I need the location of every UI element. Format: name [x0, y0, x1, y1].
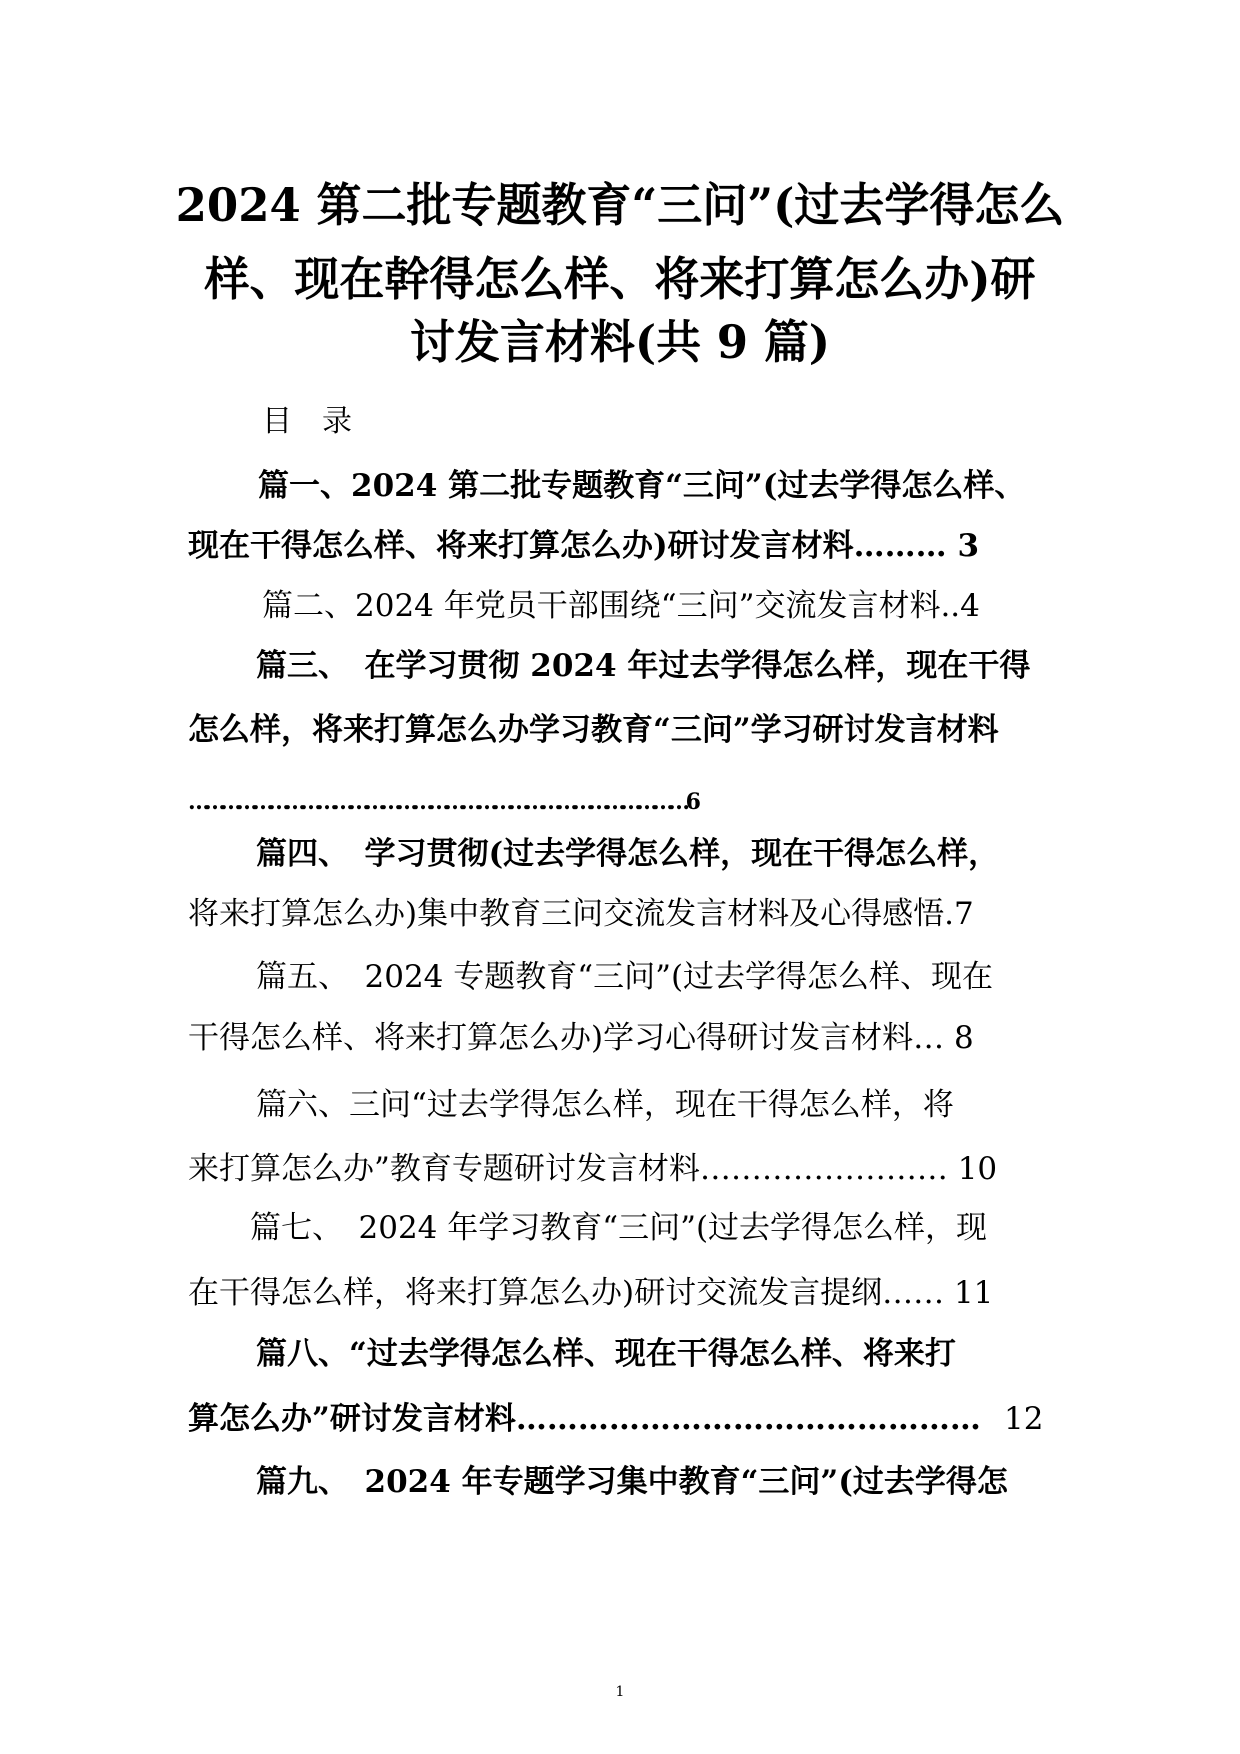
toc-entry-4-line-2: 将来打算怎么办)集中教育三问交流发言材料及心得感悟.7 [188, 896, 974, 932]
toc-entry-1-line-2: 现在干得怎么样、将来打算怎么办)研讨发言材料……… 3 [188, 528, 980, 564]
toc-entry-2: 篇二、2024 年党员干部围绕“三问”交流发言材料..4 [262, 588, 980, 624]
toc-entry-7-line-2: 在干得怎么样，将来打算怎么办)研讨交流发言提纲…… 11 [188, 1275, 994, 1311]
document-title-line-3: 讨发言材料(共 9 篇) [409, 315, 831, 369]
toc-entry-5-line-1: 篇五、 2024 专题教育“三问”(过去学得怎么样、现在 [256, 959, 994, 995]
toc-entry-8-line-2: 算怎么办”研讨发言材料……………………………………… [188, 1401, 981, 1437]
document-title-line-2: 样、现在幹得怎么样、将来打算怎么办)研 [204, 252, 1036, 306]
toc-entry-3-line-1: 篇三、 在学习贯彻 2024 年过去学得怎么样，现在干得 [256, 648, 1031, 684]
toc-entry-1-line-1: 篇一、2024 第二批专题教育“三问”(过去学得怎么样、 [258, 468, 1026, 504]
toc-heading: 目 录 [262, 404, 352, 439]
toc-entry-8-page: 12 [1004, 1401, 1044, 1437]
toc-entry-6-line-1: 篇六、三问“过去学得怎么样，现在干得怎么样，将 [256, 1087, 954, 1123]
toc-entry-6-line-2: 来打算怎么办”教育专题研讨发言材料…………………… 10 [188, 1151, 998, 1187]
document-title-line-1: 2024 第二批专题教育“三问”(过去学得怎么 [175, 178, 1065, 232]
toc-entry-3-line-3: ………………………………………………………………………………… 6 [188, 789, 695, 815]
toc-entry-7-line-1: 篇七、 2024 年学习教育“三问”(过去学得怎么样，现 [250, 1210, 988, 1246]
toc-entry-5-line-2: 干得怎么样、将来打算怎么办)学习心得研讨发言材料… 8 [188, 1020, 974, 1056]
toc-entry-4-line-1: 篇四、 学习贯彻(过去学得怎么样，现在干得怎么样， [256, 836, 1000, 872]
page-number: 1 [615, 1684, 625, 1700]
toc-entry-9-line-1: 篇九、 2024 年专题学习集中教育“三问”(过去学得怎 [256, 1464, 1008, 1500]
toc-entry-8-line-1: 篇八、“过去学得怎么样、现在干得怎么样、将来打 [256, 1336, 956, 1372]
toc-entry-3-line-2: 怎么样，将来打算怎么办学习教育“三问”学习研讨发言材料 [188, 712, 999, 748]
